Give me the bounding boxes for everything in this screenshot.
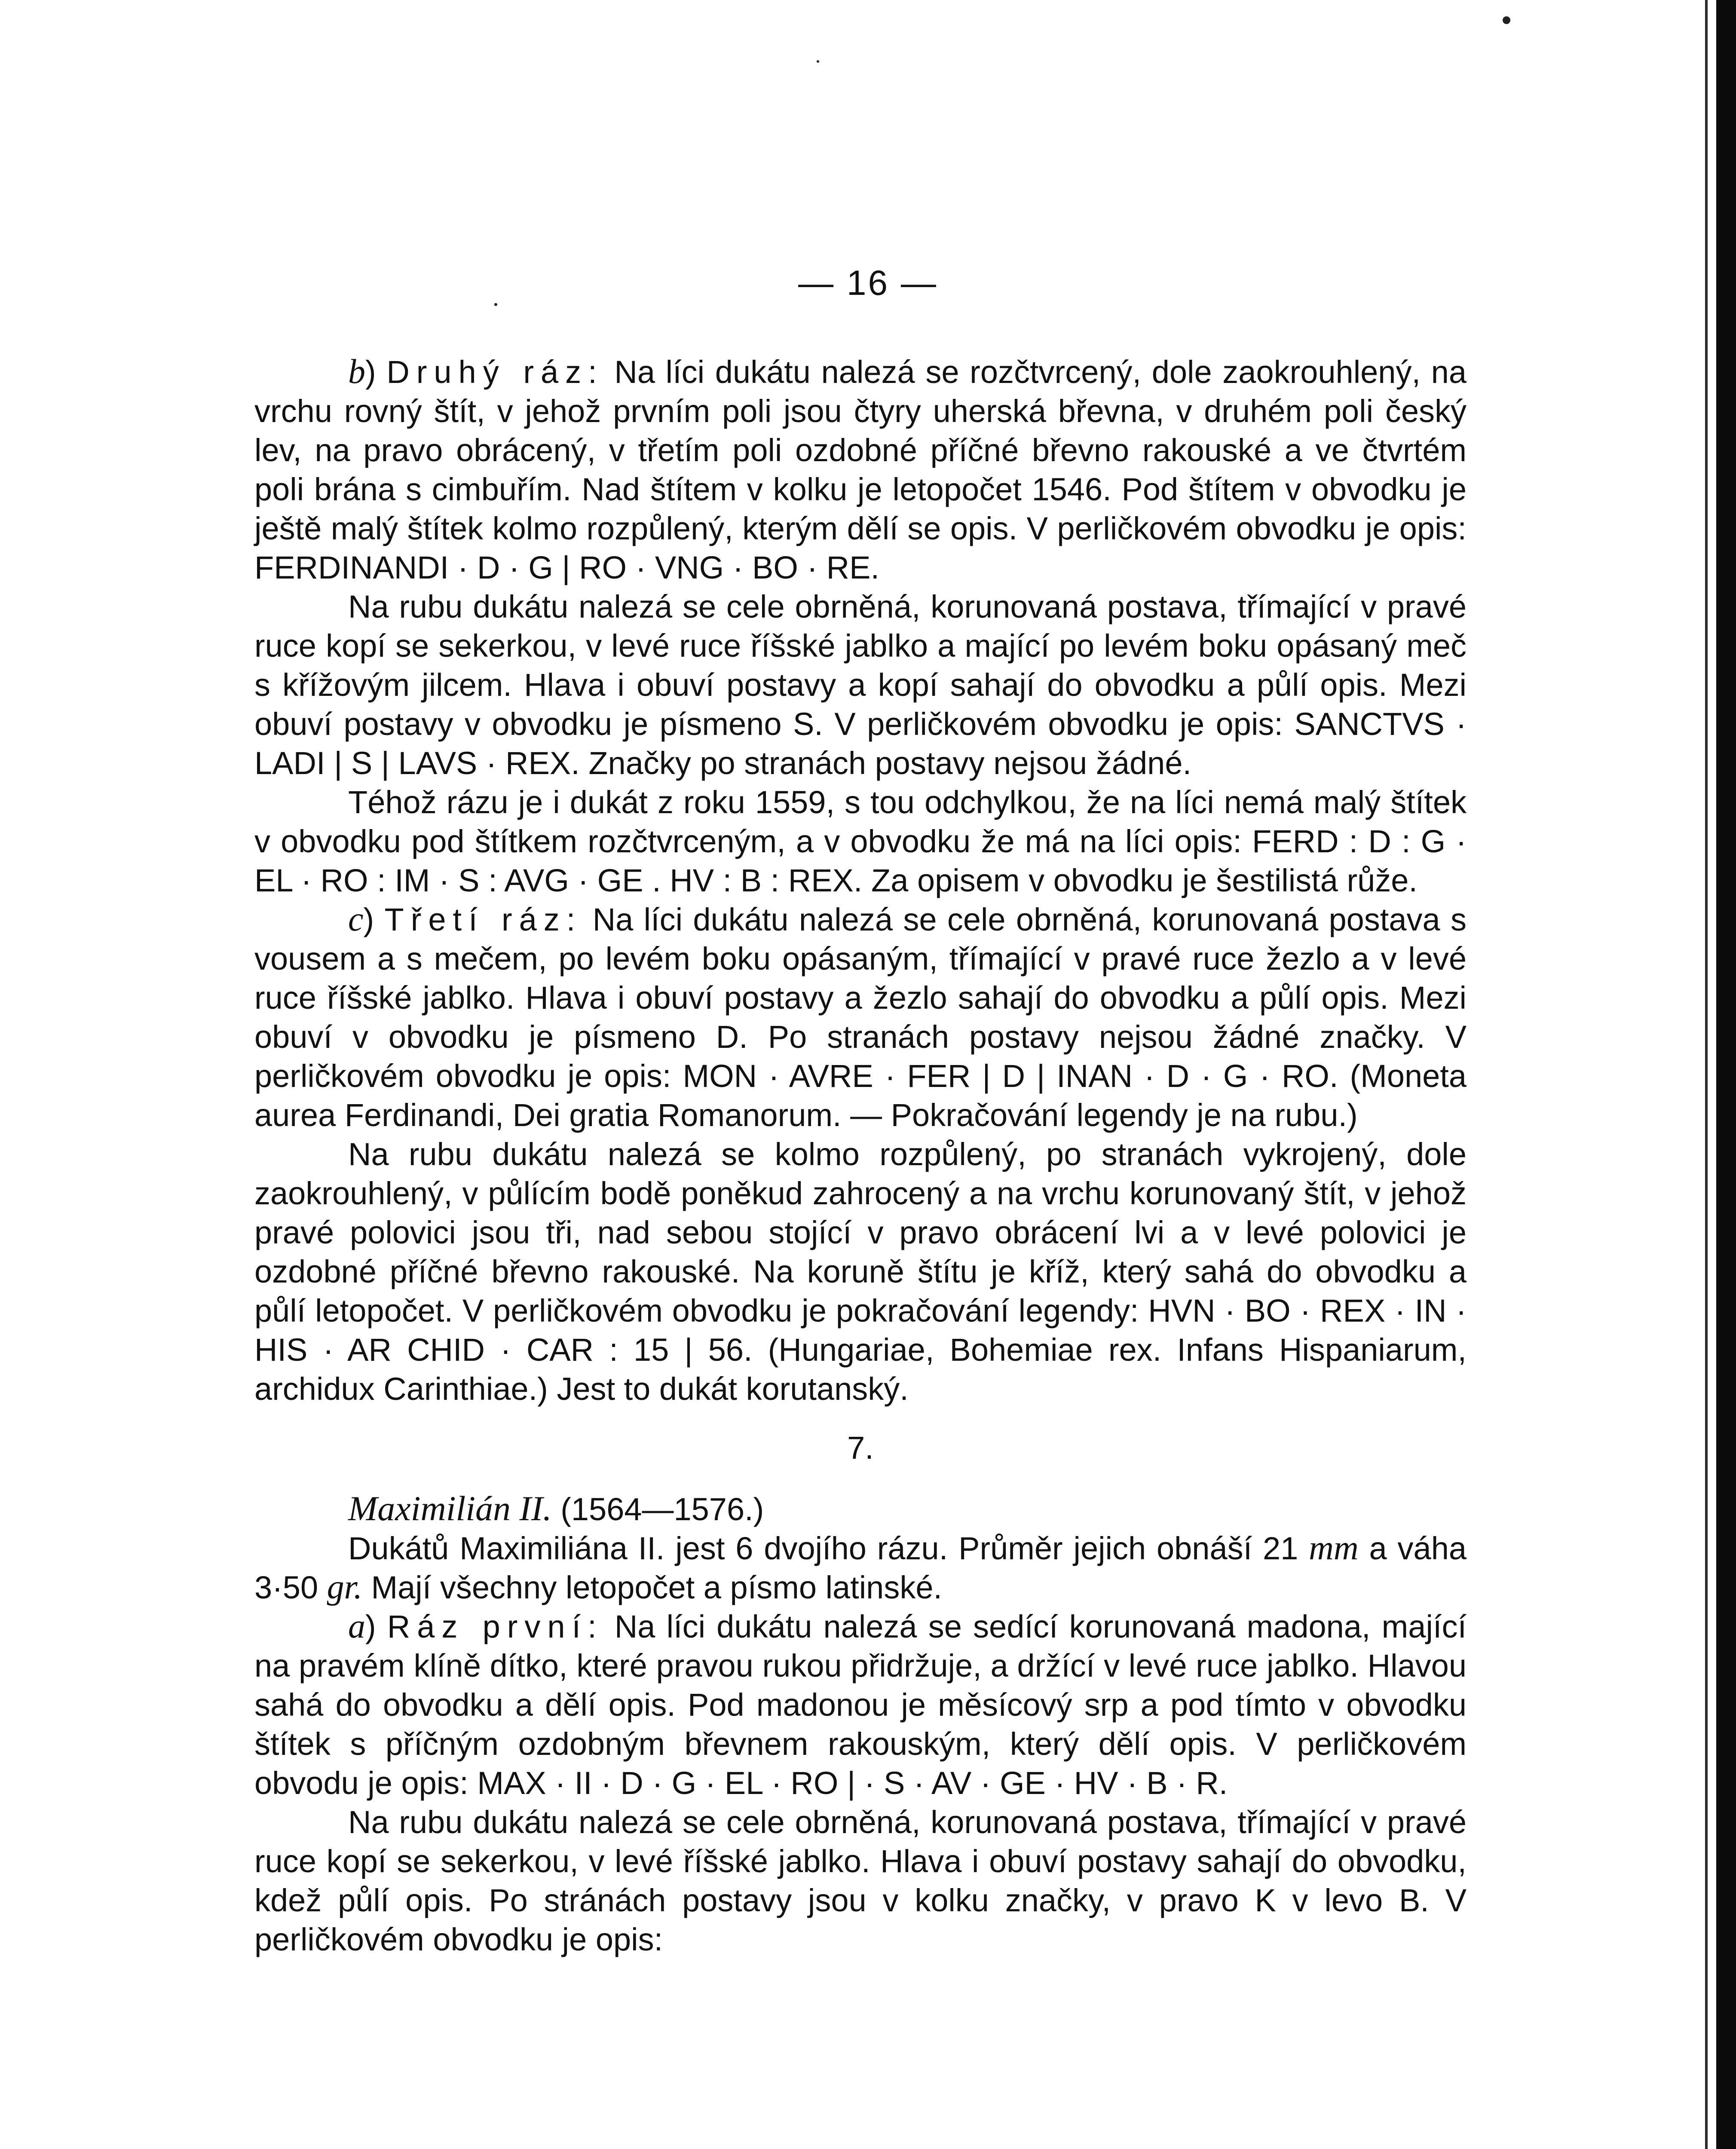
paragraph-a-obverse: a) Ráz první: Na líci dukátu nalezá se sedící korunovaná madona, mající na pravém klíně dítko, které pravou rukou přidržuje, a držící v levé ruce jablko. Hlavou sahá do obvodku a dělí opis. Pod madonou je měsícový srp a pod tímto v obvodku štítek s příčným ozdobným břevnem rakouským, který dělí opis. V perličkovém obvodu je opis: MAX · II · D · G · EL · RO | · S · AV · GE · HV · B · R. — [254, 1607, 1467, 1801]
paragraph-b-reverse: Na rubu dukátu nalezá se cele obrněná, korunovaná postava, třímající v pravé ruce kopí se sekerkou, v levé ruce říšské jablko a mající po levém boku opásaný meč s křížovým jilcem. Hlava i obuví postavy a kopí sahají do obvodku a půlí opis. Mezi obuví postavy v obvodku je písmeno S. V perličkovém obvodku je opis: SANCTVS · LADI | S | LAVS · REX. Značky po stranách postavy nejsou žádné. — [254, 589, 1467, 781]
paragraph-text: Na líci dukátu nalezá se cele obrněná, korunovaná postava s vousem a s mečem, po levém boku opásaným, třímající v pravé ruce žezlo a v levé ruce říšské jablko. Hlava i obuví postavy a žezlo sahají do obvodku a půlí opis. Mezi obuví v obvodku je písmeno D. Po stranách postavy nejsou žádné značky. V perličkovém obvodku je opis: MON · AVRE · FER | D | INAN · D · G · RO. (Moneta aurea Ferdinandi, Dei gratia Romanorum. — Pokračování legendy je na rubu.) — [254, 902, 1467, 1133]
page-number: — 16 — — [798, 263, 938, 303]
paragraph-b-variant: Téhož rázu je i dukát z roku 1559, s tou odchylkou, že na líci nemá malý štítek v obvodku pod štítkem rozčtvrceným, a v obvodku že má na líci opis: FERD : D : G · EL · RO : IM · S : AVG · GE . HV : B : REX. Za opisem v obvodku je šestilistá růže. — [254, 784, 1467, 898]
paragraph-c-obverse: c) Třetí ráz: Na líci dukátu nalezá se cele obrněná, korunovaná postava s vousem a s mečem, po levém boku opásaným, třímající v pravé ruce žezlo a v levé ruce říšské jablko. Hlava i obuví postavy a žezlo sahají do obvodku a půlí opis. Mezi obuví v obvodku je písmeno D. Po stranách postavy nejsou žádné značky. V perličkovém obvodku je opis: MON · AVRE · FER | D | INAN · D · G · RO. (Moneta aurea Ferdinandi, Dei gratia Romanorum. — Pokračování legendy je na rubu.) — [254, 900, 1467, 1133]
unit-gr: gr. — [327, 1568, 362, 1606]
ruler-name: Maximilián II. — [348, 1489, 552, 1528]
intro-text: Dukátů Maximiliána II. jest 6 dvojího rázu. Průměr jejich obnáší 21 — [348, 1531, 1298, 1566]
paragraph-text: Na líci dukátu nalezá se rozčtvrcený, dole zaokrouhlený, na vrchu rovný štít, v jehož prvním poli jsou čtyry uherská břevna, v druhém poli český lev, na pravo obrácený, v třetím poli ozdobné příčné břevno rakouské a ve čtvrtém poli brána s cimbuřím. Nad štítem v kolku je letopočet 1546. Pod štítem v obvodku je ještě malý štítek kolmo rozpůlený, kterým dělí se opis. V perličkovém obvodku je opis: FERDINANDI · D · G | RO · VNG · BO · RE. — [254, 354, 1467, 585]
section-label-c: c — [348, 900, 364, 938]
section-label-a: a — [348, 1607, 365, 1645]
unit-mm: mm — [1309, 1529, 1359, 1567]
paragraph-c-reverse: Na rubu dukátu nalezá se kolmo rozpůlený, po stranách vykrojený, dole zaokrouhlený, v půlícím bodě poněkud zahrocený a na vrchu korunovaný štít, v jehož pravé polovici jsou tři, nad sebou stojící v pravo obrácení lvi a v levé polovici je ozdobné příčné břevno rakouské. Na koruně štítu je kříž, který sahá do obvodku a půlí letopočet. V perličkovém obvodku je pokračování legendy: HVN · BO · REX · IN · HIS · AR CHID · CAR : 15 | 56. (Hungariae, Bohemiae rex. Infans Hispaniarum, archidux Carinthiae.) Jest to dukát korutanský. — [254, 1136, 1467, 1407]
section-title-a: Ráz první: — [387, 1609, 603, 1644]
paragraph-a-reverse: Na rubu dukátu nalezá se cele obrněná, korunovaná postava, třímající v pravé ruce kopí se sekerkou, v levé říšské jablko. Hlava i obuví postavy sahají do obvodku, kdež půlí opis. Po stránách postavy jsou v kolku značky, v pravo K v levo B. V perličkovém obvodku je opis: — [254, 1804, 1467, 1957]
ruler-heading — [254, 1489, 1467, 1529]
page-body — [254, 352, 1467, 1959]
scan-edge-border — [1716, 0, 1736, 2149]
section-title-b: Druhý ráz: — [386, 354, 604, 390]
scan-speck — [494, 303, 497, 306]
intro-text: a váha 3·50 — [254, 1531, 1467, 1605]
ruler-years: (1564—1576.) — [560, 1491, 764, 1527]
scan-edge-line — [1705, 0, 1708, 2149]
intro-text: Mají všechny letopočet a písmo latinské. — [371, 1570, 943, 1605]
section-title-c: Třetí ráz: — [384, 902, 582, 937]
paragraph-text: Na líci dukátu nalezá se sedící korunovaná madona, mající na pravém klíně dítko, které pravou rukou přidržuje, a držící v levé ruce jablko. Hlavou sahá do obvodku a dělí opis. Pod madonou je měsícový srp a pod tímto v obvodku štítek s příčným ozdobným břevnem rakouským, který dělí opis. V perličkovém obvodu je opis: MAX · II · D · G · EL · RO | · S · AV · GE · HV · B · R. — [254, 1609, 1467, 1801]
section-number: 7. — [847, 1430, 874, 1466]
scan-speck — [817, 60, 819, 63]
section-label-b: b — [348, 353, 365, 391]
paragraph-maximilian-intro — [254, 1529, 1467, 1607]
scan-speck — [1503, 16, 1510, 24]
paragraph-b-obverse: b) Druhý ráz: Na líci dukátu nalezá se rozčtvrcený, dole zaokrouhlený, na vrchu rovný štít, v jehož prvním poli jsou čtyry uherská břevna, v druhém poli český lev, na pravo obrácený, v třetím poli ozdobné příčné břevno rakouské a ve čtvrtém poli brána s cimbuřím. Nad štítem v kolku je letopočet 1546. Pod štítem v obvodku je ještě malý štítek kolmo rozpůlený, kterým dělí se opis. V perličkovém obvodku je opis: FERDINANDI · D · G | RO · VNG · BO · RE. — [254, 353, 1467, 585]
